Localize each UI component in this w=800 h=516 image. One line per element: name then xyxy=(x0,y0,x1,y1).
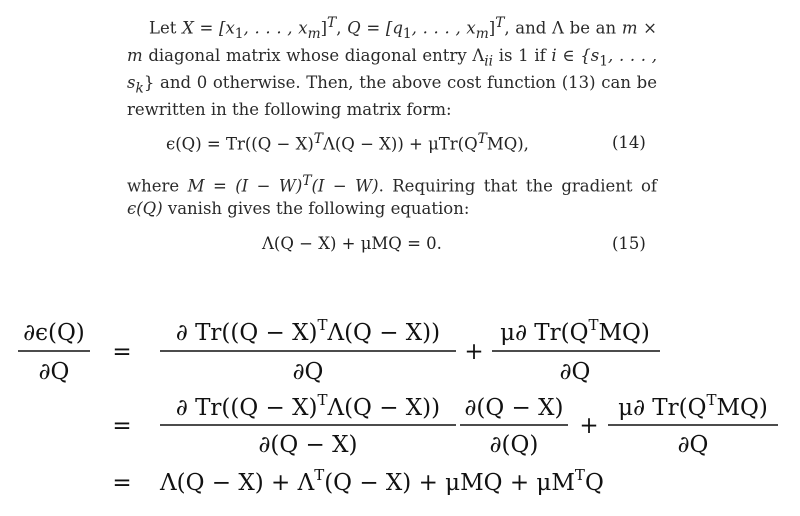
row3-result: $\Lambda(Q - X) + \Lambda^T(Q - X) + \mu MQ + \mu M^TQ$ xyxy=(160,466,604,496)
cost-function: ϵ(Q) xyxy=(127,198,163,218)
row2-term3-denominator: ∂Q xyxy=(677,432,709,458)
row1-term2-numerator: μ∂ $Tr(Q^TMQ)$ xyxy=(500,316,650,346)
equation-number-15: (15) xyxy=(612,234,646,253)
subscript: 1 xyxy=(599,53,609,70)
eq-part: ϵ(Q) = Tr((Q − X) xyxy=(166,134,314,154)
transpose: T xyxy=(327,15,337,31)
ellipsis: , . . . , s xyxy=(127,45,657,93)
subscript: ii xyxy=(484,53,494,70)
equals-sign: = xyxy=(112,413,132,439)
text: Let xyxy=(149,18,183,38)
eq-part: Λ(Q − X)) + μTr(Q xyxy=(322,134,478,154)
text: , xyxy=(336,18,348,38)
text: vanish gives the following equation: xyxy=(162,198,470,218)
row1-term1-numerator: ∂ $Tr((Q - X)^T\Lambda(Q - X))$ xyxy=(175,316,441,346)
plus-sign: + xyxy=(464,339,484,365)
ellipsis: , . . . , x xyxy=(243,18,308,38)
subscript: m xyxy=(475,25,489,42)
subscript: 1 xyxy=(234,25,244,42)
row2-term1-denominator: ∂(Q − X) xyxy=(258,432,358,458)
eq-part: MQ), xyxy=(486,134,529,154)
dimension: m × m xyxy=(127,18,658,65)
transpose: T xyxy=(477,131,487,147)
ellipsis: , . . . , x xyxy=(411,18,476,38)
subscript: 1 xyxy=(402,25,412,42)
equals-sign: = xyxy=(112,470,132,496)
row2-term1-numerator: ∂ $Tr((Q - X)^T\Lambda(Q - X))$ xyxy=(175,391,441,421)
plus-sign: + xyxy=(579,413,599,439)
brace: } xyxy=(143,73,155,93)
q-matrix-def: Q = [q xyxy=(347,18,403,38)
transpose: T xyxy=(495,15,505,31)
lambda-symbol: Λ xyxy=(552,18,564,38)
equation-15: Λ(Q − X) + μMQ = 0. xyxy=(262,234,442,253)
m-definition: (I − W) xyxy=(311,176,379,196)
row2-term2-numerator: ∂(Q − X) xyxy=(464,395,564,421)
text: and 0 otherwise. Then, the above cost function (13) can be rewritten in the following matrix form: xyxy=(127,73,657,120)
row1-term1-denominator: ∂Q xyxy=(292,359,324,385)
index-set: {s xyxy=(580,45,600,65)
equation-number-14: (14) xyxy=(612,133,646,152)
membership: i ∈ xyxy=(551,45,575,65)
text: , and xyxy=(504,18,553,38)
row2-term3-numerator: μ∂ $Tr(Q^TMQ)$ xyxy=(618,391,768,421)
x-matrix-def: X = [x xyxy=(182,18,235,38)
lhs-denominator: ∂Q xyxy=(38,359,70,385)
text: be an xyxy=(563,18,622,38)
row1-term2-denominator: ∂Q xyxy=(559,359,591,385)
transpose: T xyxy=(313,131,323,147)
m-definition: M = (I − W) xyxy=(187,176,303,196)
lambda-entry: Λ xyxy=(472,45,485,65)
text: where xyxy=(127,176,188,196)
subscript: k xyxy=(135,80,144,97)
subscript: m xyxy=(307,25,321,42)
text: diagonal matrix whose diagonal entry xyxy=(142,45,473,65)
transpose: T xyxy=(302,173,312,189)
text: is 1 if xyxy=(493,45,552,65)
row2-term2-denominator: ∂(Q) xyxy=(489,432,539,458)
equals-sign: = xyxy=(112,339,132,365)
bracket: ] xyxy=(320,18,328,38)
bracket: ] xyxy=(488,18,496,38)
text: . Requiring that the gradient of xyxy=(378,176,657,196)
lhs-numerator: ∂ϵ(Q) xyxy=(23,320,85,346)
